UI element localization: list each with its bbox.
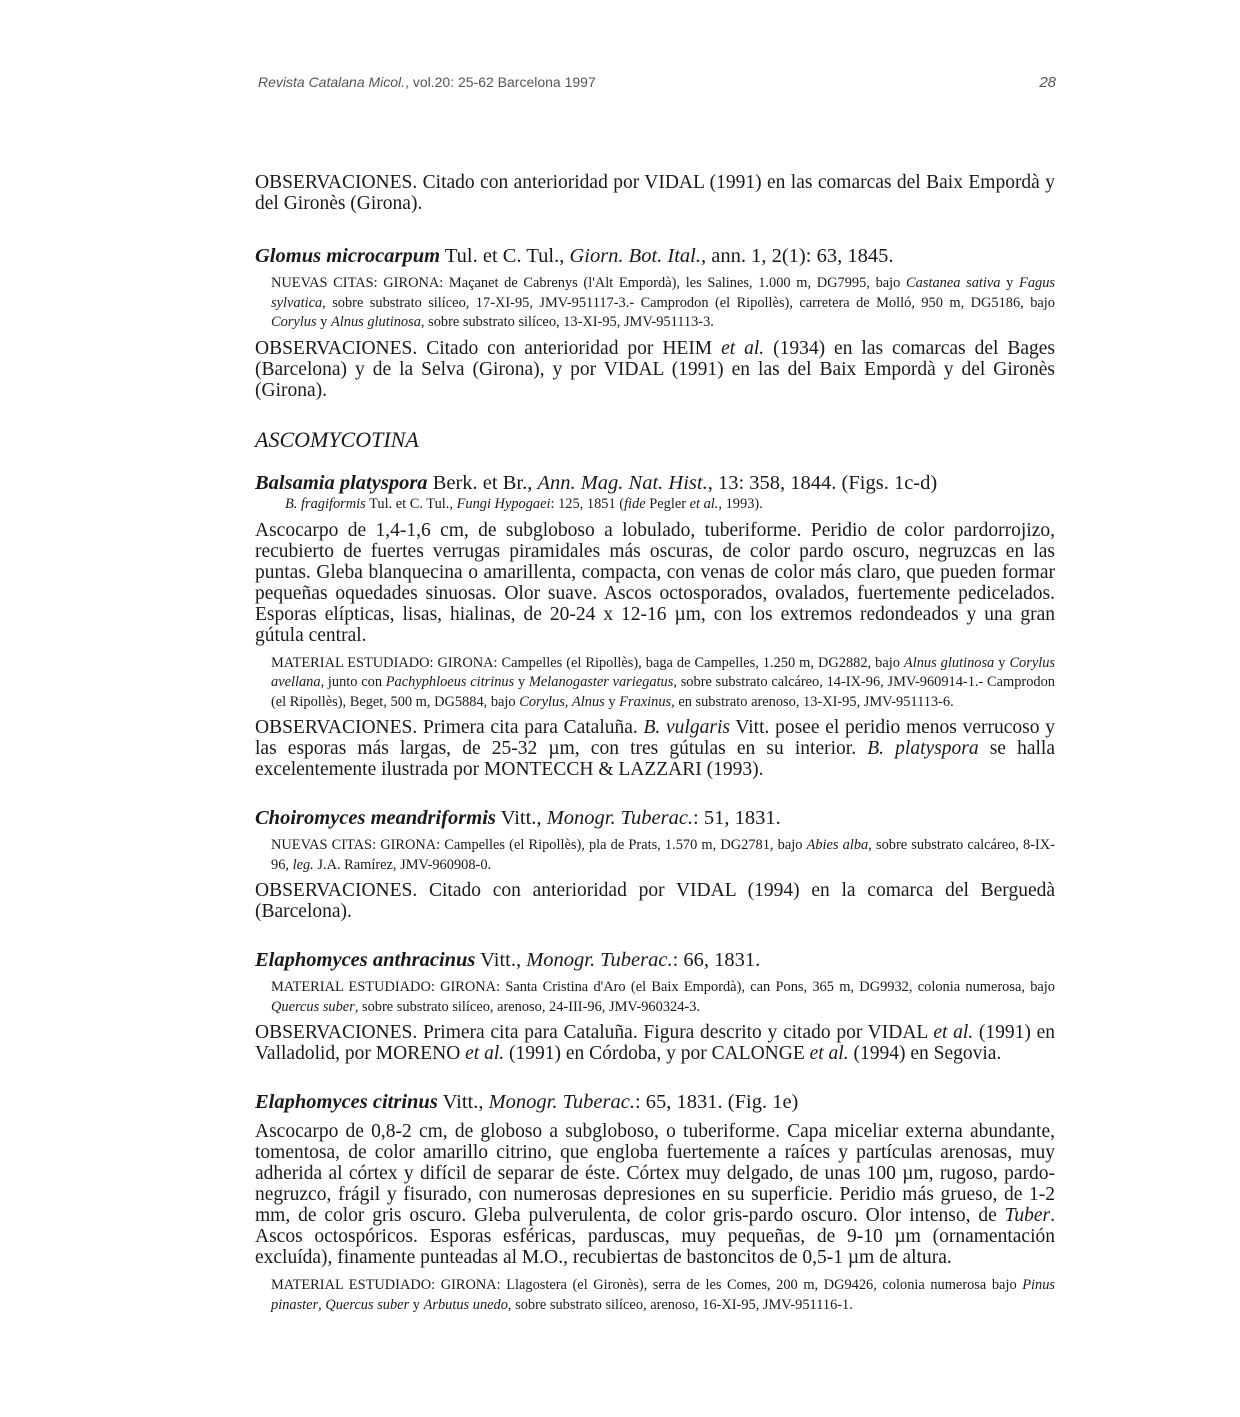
citas-text: , sobre substrato silíceo, 17-XI-95, JMV-951117-3.- Camprodon (el Ripollès), carretera de Molló, 950 m, DG5186, bajo: [322, 294, 1055, 311]
taxon-name: Alnus glutinosa: [330, 314, 421, 330]
material-text: , junto con: [320, 674, 386, 690]
species-name: Choiromyces meandriformis: [255, 807, 496, 829]
observaciones-text: se halla excelentemente ilustrada por MONTECCH & LAZZARI (1993).: [255, 738, 1055, 780]
species-name: Balsamia platyspora: [255, 471, 428, 494]
citas-text: y: [316, 314, 331, 330]
material-text: MATERIAL ESTUDIADO: GIRONA: Llagostera (el Gironès), serra de les Comes, 200 m, DG9426, colonia numerosa bajo: [271, 1277, 1023, 1293]
material-text: y: [994, 654, 1010, 671]
synonym-reference: Pegler: [645, 495, 690, 512]
fide: fide: [624, 495, 646, 512]
citas-text: NUEVAS CITAS: GIRONA: Maçanet de Cabrenys (l'Alt Empordà), les Salines, 1.000 m, DG7995, bajo: [271, 275, 907, 291]
citas-text: NUEVAS CITAS: GIRONA: Campelles (el Ripollès), pla de Prats, 1.570 m, DG2781, bajo: [271, 837, 807, 853]
journal-details: , vol.20: 25-62 Barcelona 1997: [405, 74, 596, 90]
synonym-reference: : 125, 1851 (: [550, 495, 625, 512]
description-text: . Ascos octospóricos. Esporas esféricas, parduscas, muy pequeñas, de 9-10 µm (ornamentación excluída), finamente punteadas al M.O., recubiertas de bastoncitos de 0,5-1 µm de altura.: [255, 1205, 1055, 1268]
material-text: ,: [564, 693, 572, 710]
leg: leg.: [292, 856, 314, 873]
observaciones-text: Citado con anterioridad por HEIM: [417, 337, 722, 359]
species-heading-choiromyces: [255, 806, 1055, 830]
journal-citation: [258, 74, 596, 90]
observaciones-label: OBSERVACIONES.: [255, 337, 418, 359]
synonym-work: Fungi Hypogaei: [456, 495, 551, 512]
observaciones-text: Citado con anterioridad por VIDAL (1991) en las comarcas del Baix Empordà y del Gironès (Girona).: [255, 172, 1055, 214]
publication-reference: , ann. 1, 2(1): 63, 1845.: [701, 245, 894, 267]
material-text: y: [514, 674, 529, 690]
journal-title: Revista Catalana Micol.: [258, 74, 406, 90]
species-heading-citrinus: [255, 1090, 1055, 1114]
publication-reference: : 65, 1831. (Fig. 1e): [634, 1091, 799, 1113]
taxon-name: B. vulgaris: [643, 717, 730, 738]
taxon-name: B. platyspora: [867, 738, 979, 759]
observaciones-text: (1991) en Córdoba, y por CALONGE: [504, 1043, 810, 1064]
species-heading-balsamia: [255, 471, 1055, 495]
synonym-line: [285, 495, 1055, 513]
material-text: MATERIAL ESTUDIADO: GIRONA: Campelles (el Ripollès), baga de Campelles, 1.250 m, DG2882, bajo: [271, 654, 904, 671]
observaciones-paragraph: [255, 880, 1055, 922]
observaciones-text: (1994) en Segovia.: [848, 1043, 1002, 1064]
observaciones-text: Primera cita para Cataluña. Figura descrito y citado por VIDAL: [417, 1022, 934, 1043]
publication-reference: , 13: 358, 1844. (Figs. 1c-d): [707, 471, 938, 494]
taxon-name: Pachyphloeus citrinus: [385, 674, 515, 690]
observaciones-paragraph: [255, 172, 1055, 214]
species-description: Ascocarpo de 1,4-1,6 cm, de subgloboso a lobulado, tuberiforme. Peridio de color pardorrojizo, recubierto de fuertes verrugas piramidales más oscuras, de color pardo oscuro, negruzcas en las puntas. Gleba blanquecina o amarillenta, compacta, con venas de color más claro, que pueden formar pequeñas oquedades sinuosas. Olor suave. Ascos octosporados, ovalados, fuertemente pedicelados. Esporas elípticas, lisas, hialinas, de 20-24 x 12-16 µm, con los extremos redondeados y una gran gútula central.: [255, 519, 1055, 646]
publication-journal: Monogr. Tuberac.: [526, 949, 673, 971]
publication-journal: Ann. Mag. Nat. Hist.: [537, 471, 708, 494]
material-text: , sobre substrato silíceo, arenoso, 24-III-96, JMV-960324-3.: [354, 998, 700, 1015]
material-text: , sobre substrato silíceo, arenoso, 16-XI-95, JMV-951116-1.: [507, 1296, 853, 1313]
et-al: et al.: [933, 1022, 974, 1043]
species-name: Elaphomyces citrinus: [255, 1091, 438, 1113]
species-author: Berk. et Br.,: [427, 471, 538, 494]
taxon-name: Corylus: [519, 693, 565, 710]
section-title: ASCOMYCOTINA: [255, 426, 419, 452]
material-text: y: [604, 693, 620, 710]
species-author: Tul. et C. Tul.,: [440, 245, 570, 267]
species-author: Vitt.,: [495, 807, 547, 829]
species-name: Glomus microcarpum: [255, 245, 441, 267]
page-number: 28: [1039, 74, 1056, 91]
taxon-name: Corylus avellana: [271, 654, 1056, 690]
publication-reference: : 51, 1831.: [693, 807, 781, 829]
citas-text: , sobre substrato calcáreo, 8-IX-96,: [271, 837, 1055, 873]
species-author: Vitt.,: [475, 949, 527, 971]
synonym-reference: , 1993).: [718, 495, 763, 512]
observaciones-label: OBSERVACIONES.: [255, 880, 418, 901]
taxon-name: Pinus pinaster: [271, 1277, 1055, 1313]
taxon-name: Fraxinus: [619, 693, 672, 710]
taxon-name: Quercus suber: [325, 1296, 410, 1313]
material-text: ,: [318, 1296, 326, 1313]
taxon-name: Quercus suber: [271, 998, 355, 1015]
material-text: , en substrato arenoso, 13-XI-95, JMV-951113-6.: [671, 693, 954, 710]
species-author: Vitt.,: [437, 1091, 489, 1113]
article-body: [255, 172, 1055, 1315]
citas-text: J.A. Ramírez, JMV-960908-0.: [313, 856, 492, 873]
taxon-name: Arbutus unedo: [423, 1296, 508, 1313]
et-al: et al.: [689, 495, 719, 512]
observaciones-label: OBSERVACIONES.: [255, 1022, 418, 1043]
observaciones-paragraph: [255, 717, 1055, 780]
taxon-name: Corylus: [271, 314, 317, 330]
observaciones-paragraph: [255, 1022, 1055, 1064]
taxon-name: Fagus sylvatica: [271, 275, 1056, 311]
material-text: MATERIAL ESTUDIADO: GIRONA: Santa Cristina d'Aro (el Baix Empordà), can Pons, 365 m, DG9932, colonia numerosa, bajo: [271, 979, 1055, 995]
et-al: et al.: [809, 1043, 849, 1064]
observaciones-text: (1934) en las comarcas del Bages (Barcelona) y de la Selva (Girona), y por VIDAL (1991) en las del Baix Empordà y del Gironès (Girona).: [255, 337, 1055, 401]
et-al: et al.: [465, 1043, 505, 1064]
observaciones-label: OBSERVACIONES.: [255, 717, 418, 738]
observaciones-text: (1991) en Valladolid, por MORENO: [255, 1022, 1055, 1064]
nuevas-citas-paragraph: [271, 274, 1055, 333]
running-header: [258, 74, 1056, 98]
nuevas-citas-paragraph: [271, 836, 1055, 875]
observaciones-label: OBSERVACIONES.: [255, 172, 418, 193]
citas-text: , sobre substrato silíceo, 13-XI-95, JMV-951113-3.: [420, 314, 714, 330]
taxon-name: Tuber: [1004, 1205, 1051, 1226]
taxon-name: Alnus: [572, 693, 605, 710]
publication-journal: Monogr. Tuberac.: [488, 1091, 635, 1113]
synonym-name: B. fragiformis: [285, 495, 366, 512]
synonym-author: Tul. et C. Tul.,: [365, 495, 457, 512]
observaciones-text: Citado con anterioridad por VIDAL (1994) en la comarca del Berguedà (Barcelona).: [255, 880, 1055, 922]
taxon-name: Castanea sativa: [906, 275, 1001, 291]
taxon-name: Melanogaster variegatus: [528, 674, 674, 690]
publication-reference: : 66, 1831.: [672, 949, 761, 971]
material-text: y: [409, 1296, 424, 1313]
species-name: Elaphomyces anthracinus: [255, 949, 476, 971]
material-estudiado-paragraph: [271, 654, 1055, 713]
taxon-name: Abies alba: [806, 837, 869, 853]
species-heading-glomus: [255, 244, 1055, 268]
material-estudiado-paragraph: [271, 1276, 1055, 1315]
species-description: [255, 1121, 1055, 1268]
observaciones-text: Vitt. posee el peridio menos verrucoso y las esporas más largas, de 25-32 µm, con tres gútulas en su interior.: [255, 717, 1055, 759]
publication-journal: Giorn. Bot. Ital.: [569, 245, 701, 267]
et-al: et al.: [721, 337, 765, 359]
citas-text: y: [1000, 275, 1020, 291]
description-text: Ascocarpo de 0,8-2 cm, de globoso a subgloboso, o tuberiforme. Capa miceliar externa abundante, tomentosa, de color amarillo citrino, que engloba fuertemente a raíces y partículas arenosas, muy adherida al córtex y difícil de separar de éste. Córtex muy delgado, de unas 100 µm, rugoso, pardo-negruzco, frágil y fisurado, con numerosas depresiones en su superficie. Peridio más grueso, de 1-2 mm, de color gris oscuro. Gleba pulverulenta, de color gris-pardo oscuro. Olor intenso, de: [255, 1121, 1055, 1226]
observaciones-text: Primera cita para Cataluña.: [417, 717, 644, 738]
publication-journal: Monogr. Tuberac.: [546, 807, 694, 829]
species-heading-anthracinus: [255, 948, 1055, 972]
material-text: , sobre substrato calcáreo, 14-IX-96, JMV-960914-1.- Camprodon (el Ripollès), Beget, 500 m, DG5884, bajo: [271, 674, 1055, 710]
material-estudiado-paragraph: [271, 978, 1055, 1017]
observaciones-paragraph: [255, 338, 1055, 401]
taxon-name: Alnus glutinosa: [903, 654, 995, 671]
